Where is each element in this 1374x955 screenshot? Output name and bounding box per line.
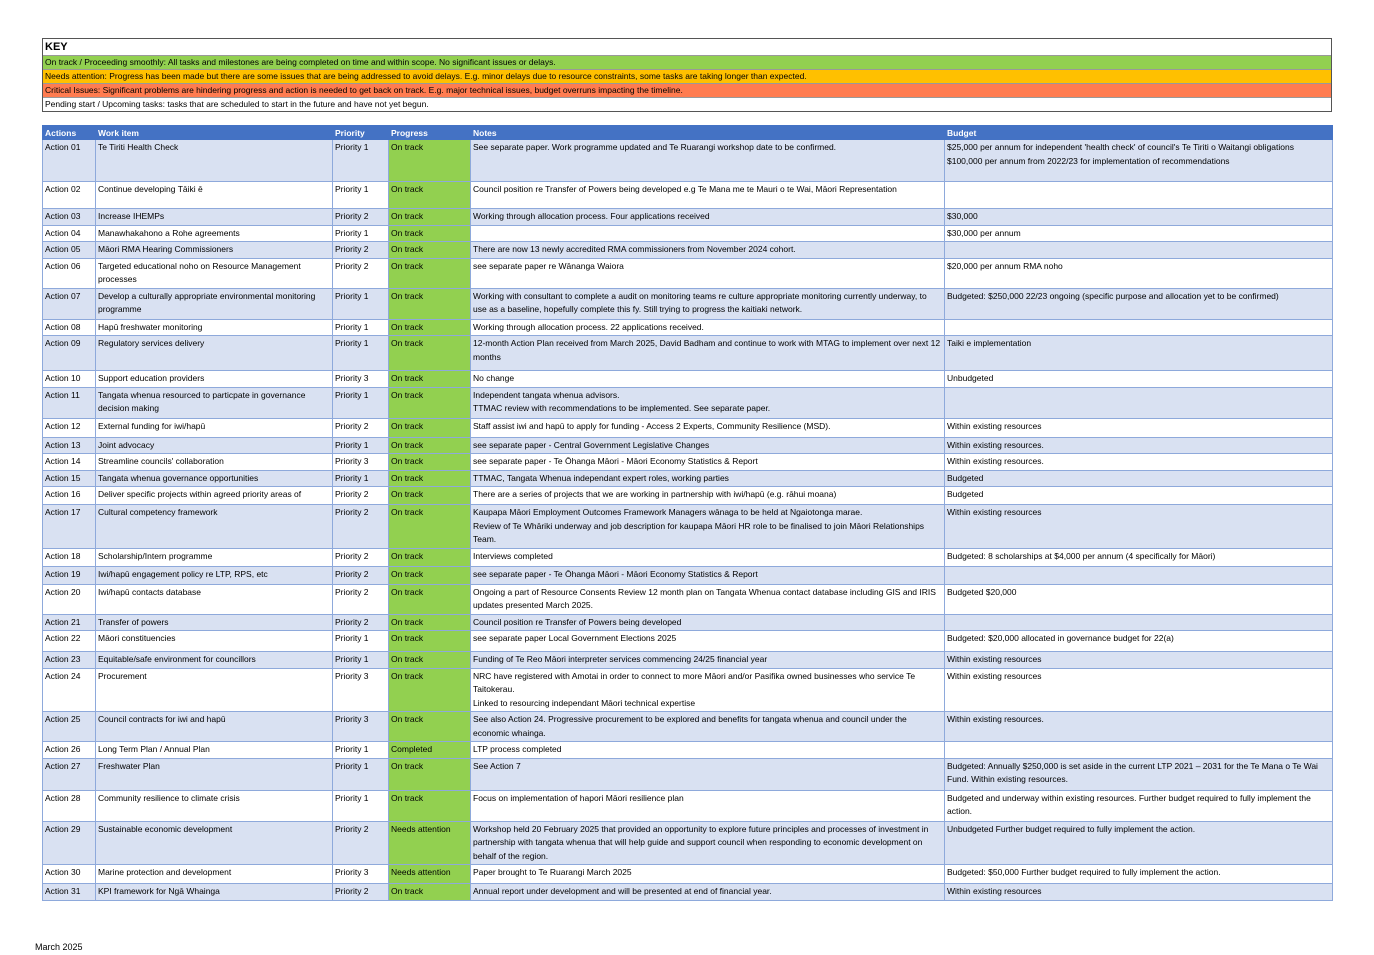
notes-cell: Annual report under development and will be presented at end of financial year. bbox=[471, 884, 945, 901]
action-cell: Action 25 bbox=[43, 712, 96, 742]
work-item-cell: Transfer of powers bbox=[96, 614, 333, 631]
notes-cell: No change bbox=[471, 371, 945, 388]
header-actions: Actions bbox=[43, 126, 96, 140]
budget-cell: Within existing resources bbox=[945, 418, 1333, 437]
table-row bbox=[43, 288, 1333, 319]
progress-cell: On track bbox=[389, 258, 471, 288]
table-row bbox=[43, 742, 1333, 759]
budget-cell: Budgeted bbox=[945, 470, 1333, 487]
work-item-cell: Manawhakahono a Rohe agreements bbox=[96, 225, 333, 242]
table-row bbox=[43, 566, 1333, 584]
work-item-cell: Te Tiriti Health Check bbox=[96, 140, 333, 182]
table-row bbox=[43, 614, 1333, 631]
work-item-cell: Iwi/hapū contacts database bbox=[96, 584, 333, 614]
action-cell: Action 19 bbox=[43, 566, 96, 584]
progress-cell: On track bbox=[389, 566, 471, 584]
notes-cell: Focus on implementation of hapori Māori resilience plan bbox=[471, 790, 945, 821]
work-item-cell: Support education providers bbox=[96, 371, 333, 388]
priority-cell: Priority 2 bbox=[333, 505, 389, 549]
progress-cell: On track bbox=[389, 790, 471, 821]
notes-cell: See also Action 24. Progressive procurement to be explored and benefits for tangata whenua and council under the economic whainga. bbox=[471, 712, 945, 742]
work-item-cell: Sustainable economic development bbox=[96, 821, 333, 865]
notes-cell: see separate paper - Central Government Legislative Changes bbox=[471, 437, 945, 454]
action-cell: Action 15 bbox=[43, 470, 96, 487]
table-row bbox=[43, 225, 1333, 242]
priority-cell: Priority 1 bbox=[333, 470, 389, 487]
priority-cell: Priority 1 bbox=[333, 758, 389, 790]
table-row bbox=[43, 242, 1333, 259]
notes-cell: see separate paper re Wānanga Waiora bbox=[471, 258, 945, 288]
work-item-cell: Deliver specific projects within agreed priority areas of bbox=[96, 487, 333, 505]
priority-cell: Priority 1 bbox=[333, 319, 389, 336]
work-item-cell: Streamline councils' collaboration bbox=[96, 454, 333, 471]
notes-cell: See separate paper. Work programme updated and Te Ruarangi workshop date to be confirmed. bbox=[471, 140, 945, 182]
budget-cell bbox=[945, 319, 1333, 336]
work-item-cell: Council contracts for iwi and hapū bbox=[96, 712, 333, 742]
progress-cell: Needs attention bbox=[389, 865, 471, 884]
action-cell: Action 07 bbox=[43, 288, 96, 319]
progress-cell: On track bbox=[389, 470, 471, 487]
work-item-cell: Freshwater Plan bbox=[96, 758, 333, 790]
work-item-cell: Tangata whenua governance opportunities bbox=[96, 470, 333, 487]
action-cell: Action 24 bbox=[43, 668, 96, 712]
progress-cell: On track bbox=[389, 242, 471, 259]
footer-date: March 2025 bbox=[35, 942, 83, 952]
progress-cell: Needs attention bbox=[389, 821, 471, 865]
action-cell: Action 03 bbox=[43, 209, 96, 226]
key-legend bbox=[42, 38, 1332, 112]
action-cell: Action 21 bbox=[43, 614, 96, 631]
table-row bbox=[43, 336, 1333, 371]
progress-cell: On track bbox=[389, 454, 471, 471]
work-item-cell: Cultural competency framework bbox=[96, 505, 333, 549]
progress-cell: On track bbox=[389, 319, 471, 336]
notes-cell: There are a series of projects that we are working in partnership with iwi/hapū (e.g. rāhui moana) bbox=[471, 487, 945, 505]
budget-cell: Budgeted: Annually $250,000 is set aside in the current LTP 2021 – 2031 for the Te Mana o Te Wai Fund. Within existing resources. bbox=[945, 758, 1333, 790]
key-pending-start: Pending start / Upcoming tasks: tasks that are scheduled to start in the future and have not yet begun. bbox=[43, 97, 1331, 111]
table-row bbox=[43, 487, 1333, 505]
action-plan-sheet bbox=[42, 38, 1332, 901]
notes-cell bbox=[471, 225, 945, 242]
table-row bbox=[43, 548, 1333, 566]
table-row bbox=[43, 668, 1333, 712]
priority-cell: Priority 1 bbox=[333, 387, 389, 418]
priority-cell: Priority 3 bbox=[333, 371, 389, 388]
work-item-cell: Procurement bbox=[96, 668, 333, 712]
key-needs-attention: Needs attention: Progress has been made but there are some issues that are being addressed to avoid delays. E.g. minor delays due to resource constraints, some tasks are taking longer than expected. bbox=[43, 69, 1331, 83]
action-cell: Action 14 bbox=[43, 454, 96, 471]
budget-cell: Budgeted: $20,000 allocated in governance budget for 22(a) bbox=[945, 631, 1333, 652]
priority-cell: Priority 2 bbox=[333, 584, 389, 614]
notes-cell: Workshop held 20 February 2025 that provided an opportunity to explore future principles and processes of investment in partnership with tangata whenua that will help guide and support council when responding to economic development on behalf of the region. bbox=[471, 821, 945, 865]
priority-cell: Priority 1 bbox=[333, 437, 389, 454]
progress-cell: On track bbox=[389, 387, 471, 418]
action-cell: Action 23 bbox=[43, 652, 96, 669]
progress-cell: On track bbox=[389, 584, 471, 614]
table-row bbox=[43, 258, 1333, 288]
progress-cell: On track bbox=[389, 418, 471, 437]
work-item-cell: Iwi/hapū engagement policy re LTP, RPS, etc bbox=[96, 566, 333, 584]
priority-cell: Priority 2 bbox=[333, 548, 389, 566]
progress-cell: On track bbox=[389, 288, 471, 319]
notes-cell: Interviews completed bbox=[471, 548, 945, 566]
work-item-cell: Scholarship/Intern programme bbox=[96, 548, 333, 566]
action-cell: Action 16 bbox=[43, 487, 96, 505]
notes-cell: See Action 7 bbox=[471, 758, 945, 790]
priority-cell: Priority 2 bbox=[333, 821, 389, 865]
action-cell: Action 18 bbox=[43, 548, 96, 566]
notes-cell: see separate paper - Te Ōhanga Māori - Māori Economy Statistics & Report bbox=[471, 454, 945, 471]
progress-cell: On track bbox=[389, 505, 471, 549]
action-cell: Action 02 bbox=[43, 182, 96, 209]
priority-cell: Priority 2 bbox=[333, 242, 389, 259]
action-cell: Action 13 bbox=[43, 437, 96, 454]
action-cell: Action 28 bbox=[43, 790, 96, 821]
header-work-item: Work item bbox=[96, 126, 333, 140]
actions-table bbox=[42, 125, 1333, 901]
table-row bbox=[43, 470, 1333, 487]
notes-cell: Ongoing a part of Resource Consents Review 12 month plan on Tangata Whenua contact database including GIS and IRIS updates presented March 2025. bbox=[471, 584, 945, 614]
table-row bbox=[43, 584, 1333, 614]
notes-cell: Kaupapa Māori Employment Outcomes Framework Managers wānaga to be held at Ngaiotonga marae. Review of Te Whāriki underway and job description for kaupapa Māori HR role to be finalised to join Māori Relationships Team. bbox=[471, 505, 945, 549]
progress-cell: On track bbox=[389, 548, 471, 566]
notes-cell: LTP process completed bbox=[471, 742, 945, 759]
action-cell: Action 26 bbox=[43, 742, 96, 759]
table-row bbox=[43, 319, 1333, 336]
table-row bbox=[43, 437, 1333, 454]
work-item-cell: Long Term Plan / Annual Plan bbox=[96, 742, 333, 759]
budget-cell: $20,000 per annum RMA noho bbox=[945, 258, 1333, 288]
table-row bbox=[43, 790, 1333, 821]
table-row bbox=[43, 505, 1333, 549]
budget-cell: Within existing resources bbox=[945, 652, 1333, 669]
notes-cell: Working through allocation process. Four applications received bbox=[471, 209, 945, 226]
priority-cell: Priority 2 bbox=[333, 614, 389, 631]
priority-cell: Priority 2 bbox=[333, 487, 389, 505]
progress-cell: On track bbox=[389, 140, 471, 182]
budget-cell: Within existing resources bbox=[945, 668, 1333, 712]
budget-cell: Budgeted: $250,000 22/23 ongoing (specific purpose and allocation yet to be confirmed) bbox=[945, 288, 1333, 319]
notes-cell: Council position re Transfer of Powers being developed e.g Te Mana me te Mauri o te Wai, Māori Representation bbox=[471, 182, 945, 209]
table-row bbox=[43, 712, 1333, 742]
priority-cell: Priority 1 bbox=[333, 742, 389, 759]
priority-cell: Priority 2 bbox=[333, 418, 389, 437]
budget-cell: $30,000 per annum bbox=[945, 225, 1333, 242]
budget-cell: $25,000 per annum for independent 'health check' of council's Te Tiriti o Waitangi obligations $100,000 per annum from 2022/23 for implementation of recommendations bbox=[945, 140, 1333, 182]
table-row bbox=[43, 758, 1333, 790]
action-cell: Action 20 bbox=[43, 584, 96, 614]
notes-cell: TTMAC, Tangata Whenua independant expert roles, working parties bbox=[471, 470, 945, 487]
work-item-cell: Regulatory services delivery bbox=[96, 336, 333, 371]
table-row bbox=[43, 418, 1333, 437]
progress-cell: On track bbox=[389, 758, 471, 790]
priority-cell: Priority 2 bbox=[333, 566, 389, 584]
progress-cell: On track bbox=[389, 631, 471, 652]
action-cell: Action 12 bbox=[43, 418, 96, 437]
priority-cell: Priority 1 bbox=[333, 140, 389, 182]
priority-cell: Priority 1 bbox=[333, 225, 389, 242]
header-notes: Notes bbox=[471, 126, 945, 140]
budget-cell: Budgeted bbox=[945, 487, 1333, 505]
work-item-cell: Marine protection and development bbox=[96, 865, 333, 884]
budget-cell: Within existing resources. bbox=[945, 454, 1333, 471]
table-row bbox=[43, 182, 1333, 209]
priority-cell: Priority 1 bbox=[333, 790, 389, 821]
progress-cell: On track bbox=[389, 652, 471, 669]
work-item-cell: Equitable/safe environment for councillors bbox=[96, 652, 333, 669]
progress-cell: Completed bbox=[389, 742, 471, 759]
table-row bbox=[43, 884, 1333, 901]
table-row bbox=[43, 652, 1333, 669]
priority-cell: Priority 1 bbox=[333, 336, 389, 371]
progress-cell: On track bbox=[389, 336, 471, 371]
key-on-track: On track / Proceeding smoothly: All tasks and milestones are being completed on time and within scope. No significant issues or delays. bbox=[43, 55, 1331, 69]
work-item-cell: Targeted educational noho on Resource Management processes bbox=[96, 258, 333, 288]
notes-cell: Council position re Transfer of Powers being developed bbox=[471, 614, 945, 631]
priority-cell: Priority 3 bbox=[333, 668, 389, 712]
key-title: KEY bbox=[45, 41, 68, 53]
work-item-cell: KPI framework for Ngā Whainga bbox=[96, 884, 333, 901]
budget-cell: $30,000 bbox=[945, 209, 1333, 226]
work-item-cell: Develop a culturally appropriate environmental monitoring programme bbox=[96, 288, 333, 319]
progress-cell: On track bbox=[389, 225, 471, 242]
progress-cell: On track bbox=[389, 209, 471, 226]
action-cell: Action 11 bbox=[43, 387, 96, 418]
action-cell: Action 05 bbox=[43, 242, 96, 259]
budget-cell bbox=[945, 614, 1333, 631]
work-item-cell: Tangata whenua resourced to particpate in governance decision making bbox=[96, 387, 333, 418]
budget-cell: Within existing resources. bbox=[945, 437, 1333, 454]
priority-cell: Priority 3 bbox=[333, 712, 389, 742]
budget-cell bbox=[945, 182, 1333, 209]
priority-cell: Priority 3 bbox=[333, 865, 389, 884]
budget-cell: Budgeted: $50,000 Further budget required to fully implement the action. bbox=[945, 865, 1333, 884]
progress-cell: On track bbox=[389, 371, 471, 388]
progress-cell: On track bbox=[389, 884, 471, 901]
budget-cell: Within existing resources bbox=[945, 884, 1333, 901]
priority-cell: Priority 2 bbox=[333, 884, 389, 901]
budget-cell: Budgeted and underway within existing resources. Further budget required to fully implement the action. bbox=[945, 790, 1333, 821]
budget-cell: Within existing resources bbox=[945, 505, 1333, 549]
header-budget: Budget bbox=[945, 126, 1333, 140]
action-cell: Action 06 bbox=[43, 258, 96, 288]
table-header-row bbox=[43, 126, 1333, 140]
header-progress: Progress bbox=[389, 126, 471, 140]
work-item-cell: Joint advocacy bbox=[96, 437, 333, 454]
priority-cell: Priority 1 bbox=[333, 652, 389, 669]
work-item-cell: Community resilience to climate crisis bbox=[96, 790, 333, 821]
progress-cell: On track bbox=[389, 487, 471, 505]
budget-cell: Unbudgeted bbox=[945, 371, 1333, 388]
priority-cell: Priority 3 bbox=[333, 454, 389, 471]
action-cell: Action 04 bbox=[43, 225, 96, 242]
notes-cell: see separate paper - Te Ōhanga Māori - Māori Economy Statistics & Report bbox=[471, 566, 945, 584]
action-cell: Action 22 bbox=[43, 631, 96, 652]
action-cell: Action 08 bbox=[43, 319, 96, 336]
action-cell: Action 17 bbox=[43, 505, 96, 549]
priority-cell: Priority 2 bbox=[333, 209, 389, 226]
notes-cell: Funding of Te Reo Māori interpreter services commencing 24/25 financial year bbox=[471, 652, 945, 669]
header-priority: Priority bbox=[333, 126, 389, 140]
notes-cell: Working through allocation process. 22 applications received. bbox=[471, 319, 945, 336]
action-cell: Action 27 bbox=[43, 758, 96, 790]
budget-cell bbox=[945, 566, 1333, 584]
priority-cell: Priority 1 bbox=[333, 182, 389, 209]
budget-cell: Within existing resources. bbox=[945, 712, 1333, 742]
progress-cell: On track bbox=[389, 668, 471, 712]
notes-cell: Paper brought to Te Ruarangi March 2025 bbox=[471, 865, 945, 884]
table-row bbox=[43, 140, 1333, 182]
action-cell: Action 10 bbox=[43, 371, 96, 388]
work-item-cell: Continue developing Tāiki ē bbox=[96, 182, 333, 209]
priority-cell: Priority 2 bbox=[333, 258, 389, 288]
budget-cell: Unbudgeted Further budget required to fully implement the action. bbox=[945, 821, 1333, 865]
table-row bbox=[43, 821, 1333, 865]
notes-cell: Staff assist iwi and hapū to apply for funding - Access 2 Experts, Community Resilience (MSD). bbox=[471, 418, 945, 437]
priority-cell: Priority 1 bbox=[333, 631, 389, 652]
progress-cell: On track bbox=[389, 712, 471, 742]
notes-cell: 12-month Action Plan received from March 2025, David Badham and continue to work with MTAG to implement over next 12 months bbox=[471, 336, 945, 371]
progress-cell: On track bbox=[389, 182, 471, 209]
action-cell: Action 30 bbox=[43, 865, 96, 884]
table-row bbox=[43, 631, 1333, 652]
progress-cell: On track bbox=[389, 614, 471, 631]
action-cell: Action 29 bbox=[43, 821, 96, 865]
key-critical-issues: Critical Issues: Significant problems are hindering progress and action is needed to get back on track. E.g. major technical issues, budget overruns impacting the timeline. bbox=[43, 83, 1331, 97]
work-item-cell: Hapū freshwater monitoring bbox=[96, 319, 333, 336]
notes-cell: Working with consultant to complete a audit on monitoring teams re culture appropriate monitoring currently underway, to use as a baseline, hopefully complete this fy. Still trying to progress the kaitiaki network. bbox=[471, 288, 945, 319]
table-row bbox=[43, 371, 1333, 388]
budget-cell: Budgeted $20,000 bbox=[945, 584, 1333, 614]
action-cell: Action 01 bbox=[43, 140, 96, 182]
work-item-cell: Māori constituencies bbox=[96, 631, 333, 652]
table-row bbox=[43, 454, 1333, 471]
table-row bbox=[43, 209, 1333, 226]
notes-cell: see separate paper Local Government Elections 2025 bbox=[471, 631, 945, 652]
action-cell: Action 31 bbox=[43, 884, 96, 901]
work-item-cell: Increase IHEMPs bbox=[96, 209, 333, 226]
priority-cell: Priority 1 bbox=[333, 288, 389, 319]
table-row bbox=[43, 865, 1333, 884]
budget-cell: Budgeted: 8 scholarships at $4,000 per annum (4 specifically for Māori) bbox=[945, 548, 1333, 566]
progress-cell: On track bbox=[389, 437, 471, 454]
notes-cell: There are now 13 newly accredited RMA commissioners from November 2024 cohort. bbox=[471, 242, 945, 259]
action-cell: Action 09 bbox=[43, 336, 96, 371]
budget-cell bbox=[945, 742, 1333, 759]
notes-cell: Independent tangata whenua advisors. TTMAC review with recommendations to be implemented. See separate paper. bbox=[471, 387, 945, 418]
budget-cell: Taiki e implementation bbox=[945, 336, 1333, 371]
notes-cell: NRC have registered with Amotai in order to connect to more Māori and/or Pasifika owned businesses who service Te Taitokerau. Linked to resourcing independant Māori technical expertise bbox=[471, 668, 945, 712]
budget-cell bbox=[945, 387, 1333, 418]
work-item-cell: External funding for iwi/hapū bbox=[96, 418, 333, 437]
table-row bbox=[43, 387, 1333, 418]
budget-cell bbox=[945, 242, 1333, 259]
work-item-cell: Māori RMA Hearing Commissioners bbox=[96, 242, 333, 259]
